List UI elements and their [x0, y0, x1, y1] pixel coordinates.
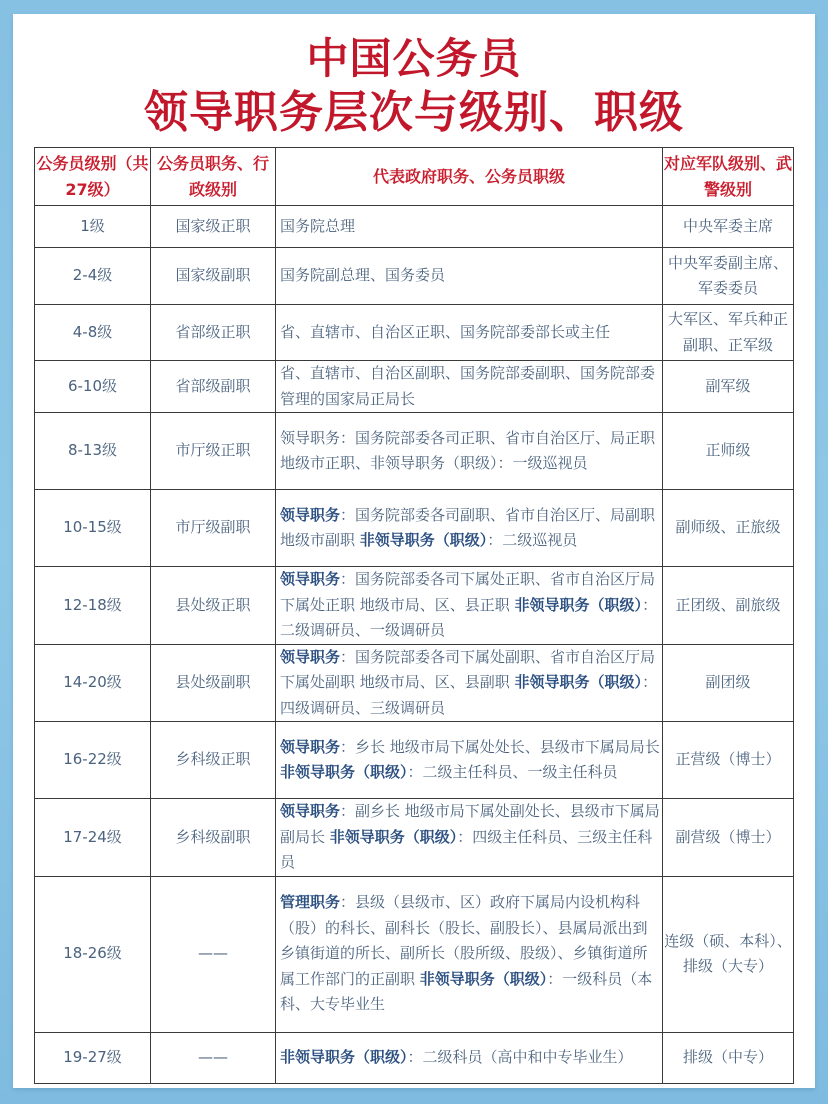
- cell-positions: [276, 567, 663, 645]
- position-text: 省、直辖市、自治区副职、国务院部委副职、国务院部委管理的国家局正局长: [280, 364, 656, 408]
- cell-military-rank: 正营级（博士）: [663, 722, 794, 799]
- keyword-label: 非领导职务（职级）: [280, 763, 408, 781]
- civil-servant-grade-table: [34, 147, 794, 1084]
- position-text: ：二级科员（高中和中专毕业生）: [407, 1047, 633, 1066]
- cell-military-rank: 中央军委副主席、军委委员: [663, 248, 794, 305]
- cell-positions: [276, 206, 663, 248]
- keyword-label: 非领导职务（职级）: [329, 827, 458, 846]
- keyword-label: 领导职务: [280, 647, 341, 666]
- position-text: 领导职务：国务院部委各司正职、省市自治区厅、局正职 地级市正职、非领导职务（职级）：一级巡视员: [280, 428, 656, 472]
- cell-positions: [276, 413, 663, 490]
- cell-rank: 国家级正职: [151, 206, 276, 248]
- position-text: ：二级巡视员: [487, 531, 578, 549]
- cell-military-rank: 副军级: [663, 361, 794, 413]
- position-text: ：县级（县级市、区）政府下属局内设机构科（股）的科长、副科长（股长、副股长）、县属局派出到乡镇街道的所长、副所长（股所级、股级）、乡镇街道所属工作部门的正副职: [280, 893, 648, 988]
- cell-rank: 省部级副职: [151, 361, 276, 413]
- position-text: ：四级调研员、三级调研员: [280, 673, 658, 717]
- cell-grade: 8-13级: [35, 413, 151, 490]
- cell-grade: 6-10级: [35, 361, 151, 413]
- cell-rank: 省部级正职: [151, 305, 276, 361]
- cell-rank: 乡科级正职: [151, 722, 276, 799]
- cell-military-rank: 副师级、正旅级: [663, 490, 794, 567]
- cell-grade: 4-8级: [35, 305, 151, 361]
- position-text: ：二级主任科员、一级主任科员: [407, 763, 618, 781]
- keyword-label: 非领导职务（职级）: [514, 595, 643, 614]
- title-line-1: 中国公务员: [306, 34, 522, 83]
- cell-rank: ——: [151, 1032, 276, 1083]
- position-text: ：乡长 地级市局下属处处长、县级市下属局局长: [340, 737, 660, 756]
- cell-grade: 12-18级: [35, 567, 151, 645]
- cell-military-rank: 中央军委主席: [663, 206, 794, 248]
- table-row: [35, 722, 794, 799]
- cell-grade: 1级: [35, 206, 151, 248]
- cell-military-rank: 副团级: [663, 644, 794, 722]
- cell-military-rank: 连级（硕、本科）、排级（大专）: [663, 876, 794, 1032]
- table-row: [35, 876, 794, 1032]
- table-row: [35, 567, 794, 645]
- table-row: [35, 490, 794, 567]
- table-row: [35, 248, 794, 305]
- cell-positions: [276, 722, 663, 799]
- cell-positions: [276, 361, 663, 413]
- header-representative-positions: 代表政府职务、公务员职级: [276, 148, 663, 206]
- position-text: 国务院副总理、国务委员: [280, 266, 446, 285]
- position-text: ：国务院部委各司下属处正职、省市自治区厅局下属处正职 地级市局、区、县正职: [280, 570, 656, 614]
- cell-grade: 18-26级: [35, 876, 151, 1032]
- cell-rank: 市厅级副职: [151, 490, 276, 567]
- title-line-2: 领导职务层次与级别、职级: [144, 87, 684, 138]
- cell-grade: 17-24级: [35, 799, 151, 877]
- cell-rank: ——: [151, 876, 276, 1032]
- cell-rank: 县处级副职: [151, 644, 276, 722]
- position-text: ：二级调研员、一级调研员: [280, 595, 658, 639]
- position-text: ：一级科员（本科、大专毕业生: [280, 969, 653, 1014]
- cell-grade: 16-22级: [35, 722, 151, 799]
- cell-positions: [276, 248, 663, 305]
- cell-positions: [276, 644, 663, 722]
- table-header-row: [35, 148, 794, 206]
- cell-rank: 国家级副职: [151, 248, 276, 305]
- table-row: [35, 206, 794, 248]
- position-text: ：国务院部委各司下属处副职、省市自治区厅局下属处副职 地级市局、区、县副职: [280, 647, 656, 691]
- keyword-label: 领导职务: [280, 737, 341, 756]
- keyword-label: 非领导职务（职级）: [419, 969, 548, 988]
- keyword-label: 管理职务: [280, 893, 341, 912]
- cell-military-rank: 正师级: [663, 413, 794, 490]
- cell-military-rank: 副营级（博士）: [663, 799, 794, 877]
- cell-grade: 2-4级: [35, 248, 151, 305]
- cell-grade: 10-15级: [35, 490, 151, 567]
- keyword-label: 领导职务: [280, 802, 341, 820]
- header-rank: 公务员职务、行政级别: [151, 148, 276, 206]
- position-text: ：四级主任科员、三级主任科员: [280, 827, 653, 871]
- header-military-equivalent: 对应军队级别、武警级别: [663, 148, 794, 206]
- cell-rank: 市厅级正职: [151, 413, 276, 490]
- keyword-label: 非领导职务（职级）: [514, 673, 643, 691]
- keyword-label: 非领导职务（职级）: [359, 531, 488, 549]
- table-row: [35, 1032, 794, 1083]
- cell-rank: 乡科级副职: [151, 799, 276, 877]
- header-grade: 公务员级别（共27级）: [35, 148, 151, 206]
- table-row: [35, 644, 794, 722]
- cell-positions: [276, 799, 663, 877]
- cell-positions: [276, 1032, 663, 1083]
- table-row: [35, 413, 794, 490]
- cell-military-rank: 排级（中专）: [663, 1032, 794, 1083]
- keyword-label: 领导职务: [280, 570, 341, 588]
- table-row: [35, 305, 794, 361]
- keyword-label: 非领导职务（职级）: [280, 1047, 408, 1066]
- cell-grade: 19-27级: [35, 1032, 151, 1083]
- table-row: [35, 361, 794, 413]
- keyword-label: 领导职务: [280, 505, 341, 524]
- position-text: ：副乡长 地级市局下属处副处长、县级市下属局副局长: [280, 802, 660, 846]
- cell-rank: 县处级正职: [151, 567, 276, 645]
- table-row: [35, 799, 794, 877]
- position-text: ：国务院部委各司副职、省市自治区厅、局副职 地级市副职: [280, 505, 656, 549]
- cell-grade: 14-20级: [35, 644, 151, 722]
- cell-military-rank: 大军区、军兵种正副职、正军级: [663, 305, 794, 361]
- cell-positions: [276, 876, 663, 1032]
- position-text: 省、直辖市、自治区正职、国务院部委部长或主任: [280, 322, 611, 341]
- position-text: 国务院总理: [280, 216, 356, 235]
- cell-positions: [276, 305, 663, 361]
- cell-military-rank: 正团级、副旅级: [663, 567, 794, 645]
- cell-positions: [276, 490, 663, 567]
